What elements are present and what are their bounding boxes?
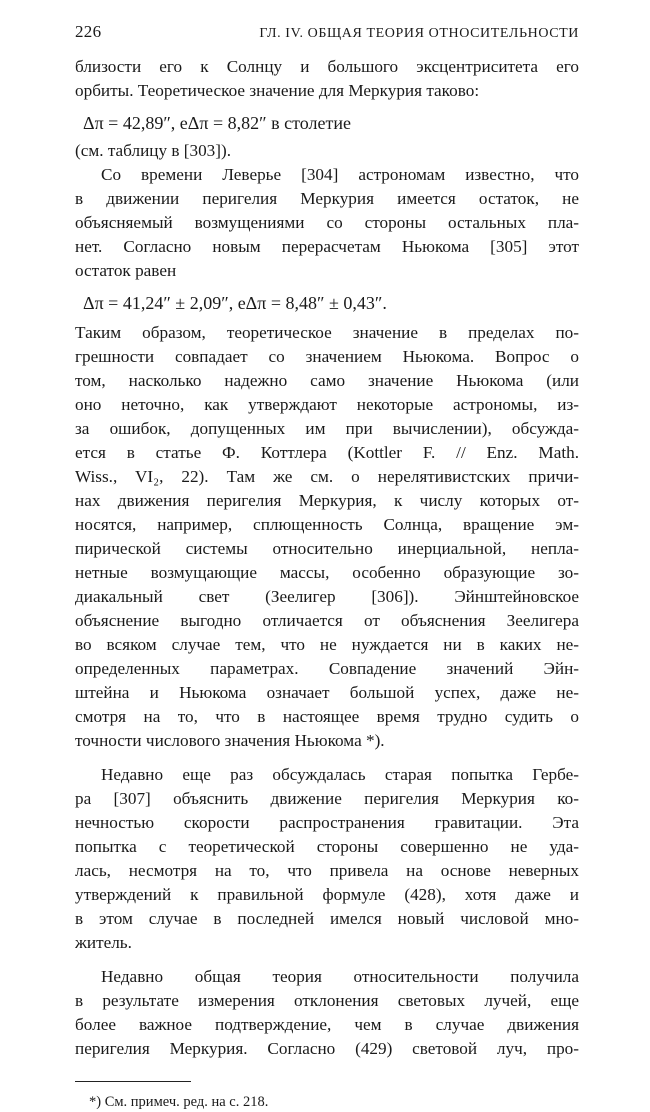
paragraph-leverrier (75, 139, 579, 283)
text-line: диакальный свет (Зеелигер [306]). Эйнштейновское (75, 587, 579, 606)
text-line: штейна и Ньюкома означает большой успех, даже не- (75, 683, 579, 702)
text-line: Со времени Леверье [304] астрономам известно, что (101, 165, 579, 184)
text-line: том, насколько надежно само значение Ньюкома (или (75, 371, 579, 390)
running-header (75, 22, 579, 46)
text-line: во всяком случае тем, что не нуждается ни в каких не- (75, 635, 579, 654)
text-line: Недавно еще раз обсуждалась старая попытка Гербе- (101, 765, 579, 784)
text-line: житель. (75, 933, 132, 952)
paragraph-light-deflection (75, 965, 579, 1061)
footnote: *) См. примеч. ред. на с. 218. (89, 1094, 269, 1110)
page-number: 226 (75, 22, 102, 41)
page (75, 22, 579, 1112)
text-line: нечностью скорости распространения гравитации. Эта (75, 813, 579, 832)
formula-newcomb: Δπ = 41,24″ ± 2,09″, eΔπ = 8,48″ ± 0,43″. (83, 293, 387, 313)
text-line: утверждений к правильной формуле (428), хотя даже и (75, 885, 579, 904)
text-line: нетные возмущающие массы, особенно образующие зо- (75, 563, 579, 582)
text-line: пирической системы относительно инерциальной, непла- (75, 539, 579, 558)
text-line: объяснение выгодно отличается от объяснения Зеелигера (75, 611, 579, 630)
text-line: перигелия Меркурия. Согласно (429) световой луч, про- (75, 1039, 579, 1058)
text-line: за ошибок, допущенных им при вычислении), обсужда- (75, 419, 579, 438)
text-line: оно неточно, как утверждают некоторые астрономы, из- (75, 395, 579, 414)
text-line: носятся, например, сплющенность Солнца, вращение эм- (75, 515, 579, 534)
text-line: более важное подтверждение, чем в случае движения (75, 1015, 579, 1034)
paragraph-intro (75, 55, 579, 103)
text-line: грешности совпадает со значением Ньюкома. Вопрос о (75, 347, 579, 366)
text-line: нах движения перигелия Меркурия, к числу которых от- (75, 491, 579, 510)
text-line: в результате измерения отклонения световых лучей, еще (75, 991, 579, 1010)
text-line: точности числового значения Ньюкома *). (75, 731, 385, 750)
text-line: объясняемый возмущениями со стороны остальных пла- (75, 213, 579, 232)
text-line: остаток равен (75, 261, 177, 280)
text-line: попытка с теоретической стороны совершенно не уда- (75, 837, 579, 856)
text-line: Wiss., VI₂, 22). Там же см. о нерелятивистских причи- (75, 467, 579, 486)
text-line: ется в статье Ф. Коттлера (Kottler F. // Enz. Math. (75, 443, 579, 462)
text-line: в этом случае в последней имелся новый числовой мно- (75, 909, 579, 928)
text-line: смотря на то, что в настоящее время трудно судить о (75, 707, 579, 726)
running-title: ГЛ. IV. ОБЩАЯ ТЕОРИЯ ОТНОСИТЕЛЬНОСТИ (259, 26, 579, 41)
text-line: Таким образом, теоретическое значение в пределах по- (75, 323, 579, 342)
footnote-rule (75, 1081, 191, 1082)
text-line: ра [307] объяснить движение перигелия Меркурия ко- (75, 789, 579, 808)
text-line: (см. таблицу в [303]). (75, 141, 232, 160)
text-line: в движении перигелия Меркурия имеется остаток, не (75, 189, 579, 208)
text-line: орбиты. Теоретическое значение для Меркурия таково: (75, 81, 480, 100)
formula-theoretical: Δπ = 42,89″, eΔπ = 8,82″ в столетие (83, 113, 351, 133)
text-line: Недавно общая теория относительности получила (101, 967, 579, 986)
text-line: определенных параметрах. Совпадение значений Эйн- (75, 659, 579, 678)
text-line: лась, несмотря на то, что привела на основе неверных (75, 861, 579, 880)
text-line: близости его к Солнцу и большого эксцентриситета его (75, 57, 579, 76)
paragraph-gerber (75, 763, 579, 955)
paragraph-kottler (75, 321, 579, 753)
text-line: нет. Согласно новым перерасчетам Ньюкома [305] этот (75, 237, 579, 256)
